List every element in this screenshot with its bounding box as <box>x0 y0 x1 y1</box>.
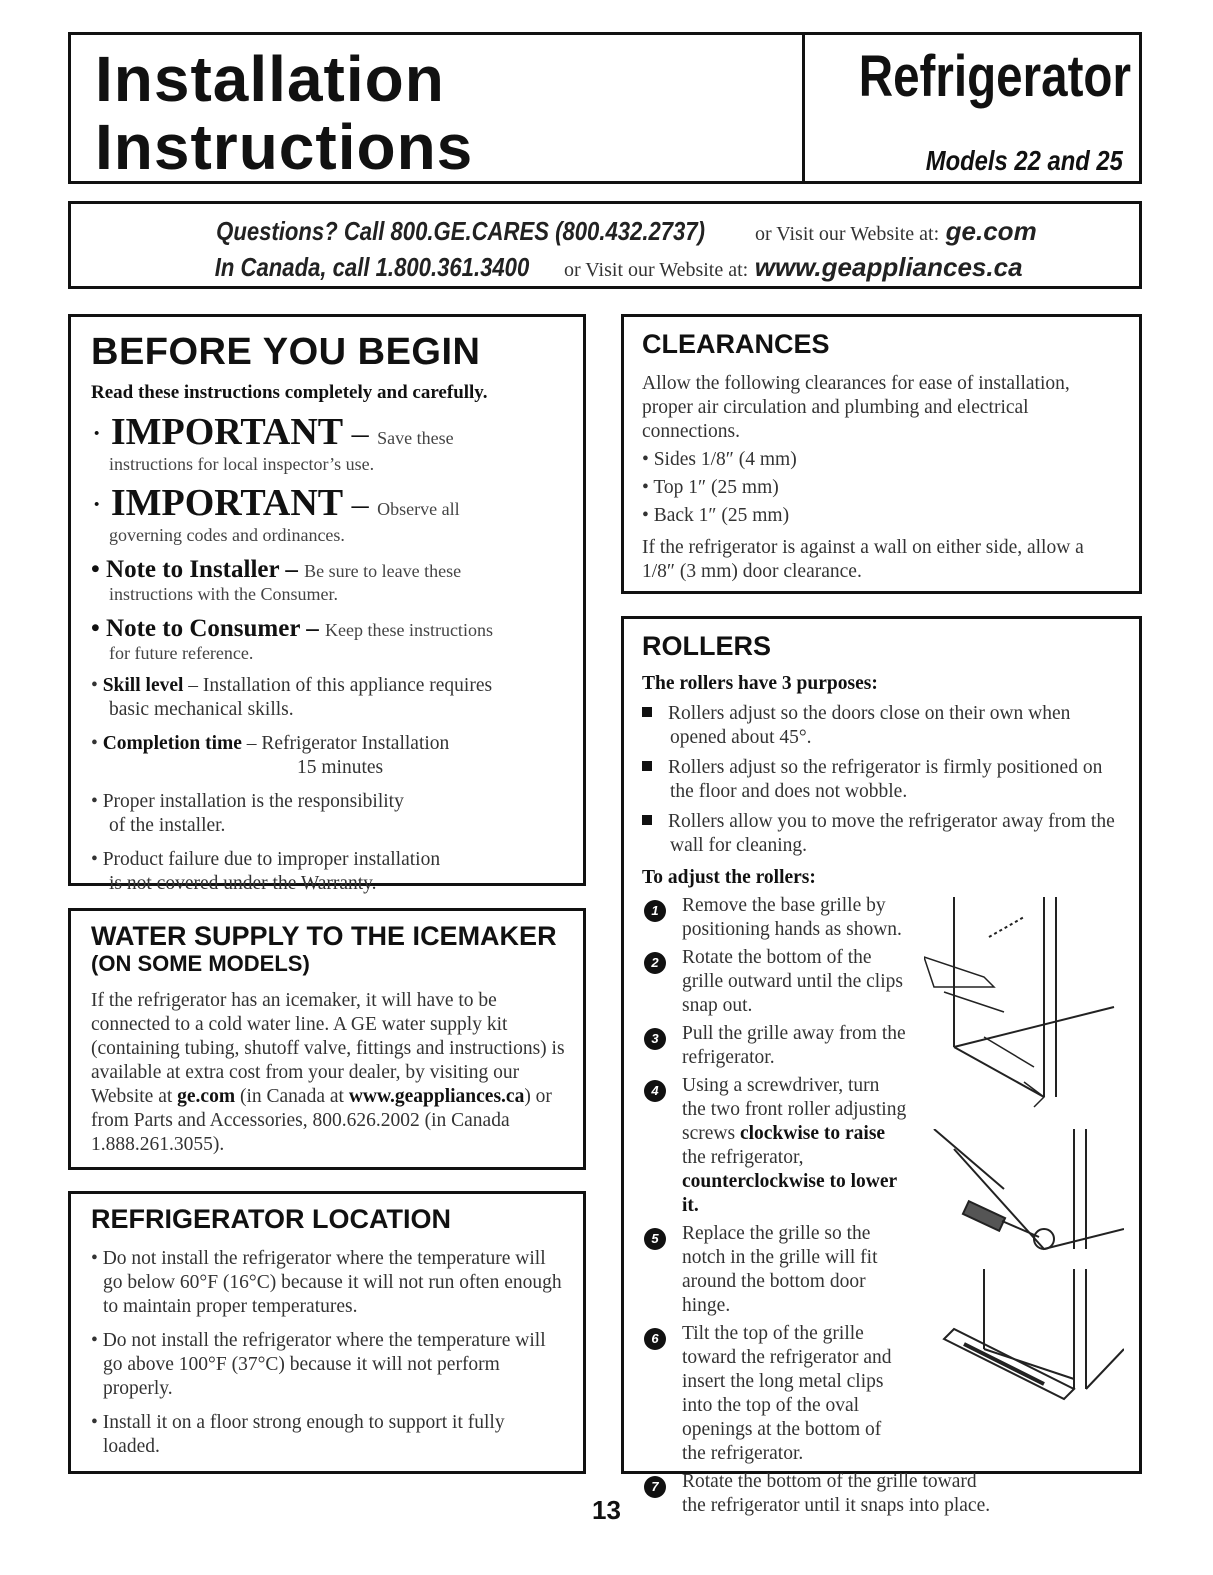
header-product-box <box>802 32 1142 184</box>
warranty-item: • Product failure due to improper installation is not covered under the Warranty. <box>91 848 565 896</box>
square-bullet-icon <box>642 707 652 717</box>
location-item: • Do not install the refrigerator where the temperature will go above 100°F (37°C) because it will not perform properly. <box>91 1330 546 1399</box>
canada-visit-text: or Visit our Website at: <box>564 259 749 281</box>
title-line-2: Instructions <box>95 111 474 183</box>
step-number-icon: 5 <box>644 1228 666 1250</box>
step-emphasis: clockwise to raise <box>739 1123 886 1144</box>
canada-website-link[interactable]: www.geappliances.ca <box>754 252 1023 282</box>
refrigerator-location-section <box>68 1191 586 1474</box>
section-title: BEFORE YOU BEGIN <box>91 331 481 373</box>
important-item-1: · IMPORTANT – Save these instructions for local inspector’s use. <box>91 410 565 475</box>
step-text: notch in the grille will fit <box>682 1247 878 1268</box>
section-title: WATER SUPPLY TO THE ICEMAKER <box>91 921 557 951</box>
step-text: toward the refrigerator and <box>682 1347 892 1368</box>
product-name: Refrigerator <box>858 44 1131 109</box>
section-title: REFRIGERATOR LOCATION <box>91 1204 451 1234</box>
header-title-box <box>68 32 804 184</box>
step-text: refrigerator. <box>682 1047 775 1068</box>
location-text: Do not install the refrigerator where the temperature will go above 100°F (37°C) because it will not perform properly. <box>102 1330 546 1399</box>
water-supply-section <box>68 908 586 1170</box>
purpose-text: Rollers adjust so the refrigerator is firmly positioned on the floor and does not wobble. <box>668 757 1103 802</box>
us-website-link[interactable]: ge.com <box>945 216 1037 246</box>
note-label: Note to Installer <box>106 556 280 583</box>
step-text: hinge. <box>682 1295 731 1316</box>
step-text: screws <box>682 1123 740 1144</box>
purposes-label: The rollers have 3 purposes: <box>642 673 878 694</box>
skill-text-cont: basic mechanical skills. <box>109 699 294 720</box>
clearances-section <box>621 314 1142 594</box>
step-text: Pull the grille away from the <box>682 1023 906 1044</box>
steps-column <box>642 894 912 1466</box>
completion-time-item: • Completion time – Refrigerator Installation 15 minutes <box>91 732 565 780</box>
step-1 <box>642 894 952 942</box>
step-number-icon: 7 <box>644 1476 666 1498</box>
step-number-icon: 3 <box>644 1028 666 1050</box>
step-text: the two front roller adjusting <box>682 1099 907 1120</box>
clearance-text: Back 1″ (25 mm) <box>653 505 790 526</box>
important-text: Observe all <box>377 499 460 519</box>
important-label: IMPORTANT <box>110 482 344 524</box>
step-6 <box>642 1322 912 1466</box>
location-text: Install it on a floor strong enough to support it fully loaded. <box>102 1412 505 1457</box>
questions-bar <box>68 201 1142 289</box>
important-label: IMPORTANT <box>110 411 344 453</box>
important-text-cont: instructions for local inspector’s use. <box>109 454 375 474</box>
before-you-begin-section <box>68 314 586 894</box>
step-text: around the bottom door <box>682 1271 866 1292</box>
warranty-text-cont: is not covered under the Warranty. <box>109 873 377 894</box>
step-text: the refrigerator, <box>682 1147 804 1168</box>
important-text: Save these <box>377 428 454 448</box>
step-text: Remove the base grille by <box>682 895 886 916</box>
important-text-cont: governing codes and ordinances. <box>109 525 345 545</box>
skill-text: Installation of this appliance requires <box>202 675 493 696</box>
clearance-item: • Top 1″ (25 mm) <box>642 477 779 498</box>
clearance-item: • Back 1″ (25 mm) <box>642 505 790 526</box>
step-text: grille outward until the clips <box>682 971 903 992</box>
step-text: Rotate the bottom of the <box>682 947 872 968</box>
responsibility-text: Proper installation is the responsibility <box>102 791 404 812</box>
step-number-icon: 6 <box>644 1328 666 1350</box>
note-text: Be sure to leave these <box>304 561 462 581</box>
screwdriver-illustration <box>924 1129 1124 1269</box>
purpose-item <box>642 810 1121 858</box>
note-consumer: • Note to Consumer – Keep these instructions for future reference. <box>91 615 565 664</box>
time-label: Completion time <box>102 733 242 754</box>
replace-grille-illustration <box>924 1269 1124 1409</box>
clearance-text: Sides 1/8″ (4 mm) <box>653 449 797 470</box>
note-label: Note to Consumer <box>106 615 300 642</box>
location-text: Do not install the refrigerator where the temperature will go below 60°F (16°C) because it will not run often enough to maintain proper temperatures. <box>102 1248 562 1317</box>
note-text: Keep these instructions <box>324 620 493 640</box>
step-text: Replace the grille so the <box>682 1223 871 1244</box>
step-number-icon: 2 <box>644 952 666 974</box>
warranty-text: Product failure due to improper installation <box>102 849 441 870</box>
text-part: ) or from Parts and Accessories, 800.626.2002 (in Canada 1.888.261.3055). <box>91 1086 552 1155</box>
clearance-note: If the refrigerator is against a wall on either side, allow a 1/8″ (3 mm) door clearance. <box>642 537 1084 582</box>
step-text: into the top of the oval <box>682 1395 860 1416</box>
section-title: ROLLERS <box>642 631 772 661</box>
clearances-intro: Allow the following clearances for ease of installation, proper air circulation and plumbing and electrical connections. <box>642 373 1070 442</box>
responsibility-text-cont: of the installer. <box>109 815 226 836</box>
canada-contact-line <box>71 252 1139 283</box>
models-label: Models 22 and 25 <box>925 145 1123 176</box>
page-number: 13 <box>592 1495 621 1525</box>
step-number-icon: 1 <box>644 900 666 922</box>
square-bullet-icon <box>642 761 652 771</box>
time-value: 15 minutes <box>297 757 384 778</box>
water-supply-text <box>91 989 565 1157</box>
section-title: CLEARANCES <box>642 329 830 359</box>
canada-phone: In Canada, call 1.800.361.3400 <box>215 252 530 282</box>
rollers-section <box>621 616 1142 1516</box>
responsibility-item: • Proper installation is the responsibility of the installer. <box>91 790 565 838</box>
step-3 <box>642 1022 912 1070</box>
step-text: Using a screwdriver, turn <box>682 1075 880 1096</box>
note-installer: • Note to Installer – Be sure to leave these instructions with the Consumer. <box>91 556 565 605</box>
step-5 <box>642 1222 912 1318</box>
skill-level-item: • Skill level – Installation of this appliance requires basic mechanical skills. <box>91 674 565 722</box>
us-contact-line <box>71 216 1139 247</box>
intro-text: Read these instructions completely and carefully. <box>91 382 488 403</box>
purpose-text: Rollers adjust so the doors close on their own when opened about 45°. <box>668 703 1071 748</box>
note-text-cont: for future reference. <box>109 643 254 663</box>
step-text: Tilt the top of the grille <box>682 1323 864 1344</box>
location-item: • Do not install the refrigerator where the temperature will go below 60°F (16°C) because it will not run often enough to maintain proper temperatures. <box>91 1248 562 1317</box>
section-subtitle: (ON SOME MODELS) <box>91 951 310 976</box>
clearance-item: • Sides 1/8″ (4 mm) <box>642 449 797 470</box>
step-text: Rotate the bottom of the grille toward <box>682 1471 977 1492</box>
square-bullet-icon <box>642 815 652 825</box>
skill-label: Skill level <box>102 675 184 696</box>
us-visit-text: or Visit our Website at: <box>754 223 940 245</box>
document-title <box>95 45 473 181</box>
remove-grille-illustration <box>924 897 1124 1117</box>
step-text: snap out. <box>682 995 753 1016</box>
text-part: (in Canada at <box>235 1086 349 1107</box>
time-text: Refrigerator Installation <box>261 733 450 754</box>
step-text: openings at the bottom of <box>682 1419 882 1440</box>
clearance-text: Top 1″ (25 mm) <box>653 477 779 498</box>
us-phone: Questions? Call 800.GE.CARES (800.432.2737) <box>216 216 706 246</box>
step-text: the refrigerator. <box>682 1443 804 1464</box>
step-text: insert the long metal clips <box>682 1371 884 1392</box>
purpose-item <box>642 702 1121 750</box>
step-text: the refrigerator until it snaps into place. <box>682 1495 991 1516</box>
canada-website-link[interactable]: www.geappliances.ca <box>348 1086 525 1107</box>
note-text-cont: instructions with the Consumer. <box>109 584 338 604</box>
title-line-1: Installation <box>95 43 445 115</box>
important-item-2: · IMPORTANT – Observe all governing codes and ordinances. <box>91 481 565 546</box>
purpose-item <box>642 756 1121 804</box>
step-emphasis: counterclockwise to lower it. <box>682 1171 897 1216</box>
text-part: If the refrigerator has an icemaker, it will have to be connected to a cold water line. A GE water supply kit (containing tubing, shutoff valve, fittings and instructions) is available at extra cost from your dealer, by visiting our Website at <box>91 990 565 1107</box>
step-2 <box>642 946 912 1018</box>
location-item: • Install it on a floor strong enough to support it fully loaded. <box>91 1412 505 1457</box>
step-4 <box>642 1074 912 1218</box>
ge-website-link[interactable]: ge.com <box>177 1086 236 1107</box>
step-number-icon: 4 <box>644 1080 666 1102</box>
step-text: positioning hands as shown. <box>682 919 902 940</box>
purpose-text: Rollers allow you to move the refrigerator away from the wall for cleaning. <box>668 811 1115 856</box>
adjust-label: To adjust the rollers: <box>642 867 816 888</box>
